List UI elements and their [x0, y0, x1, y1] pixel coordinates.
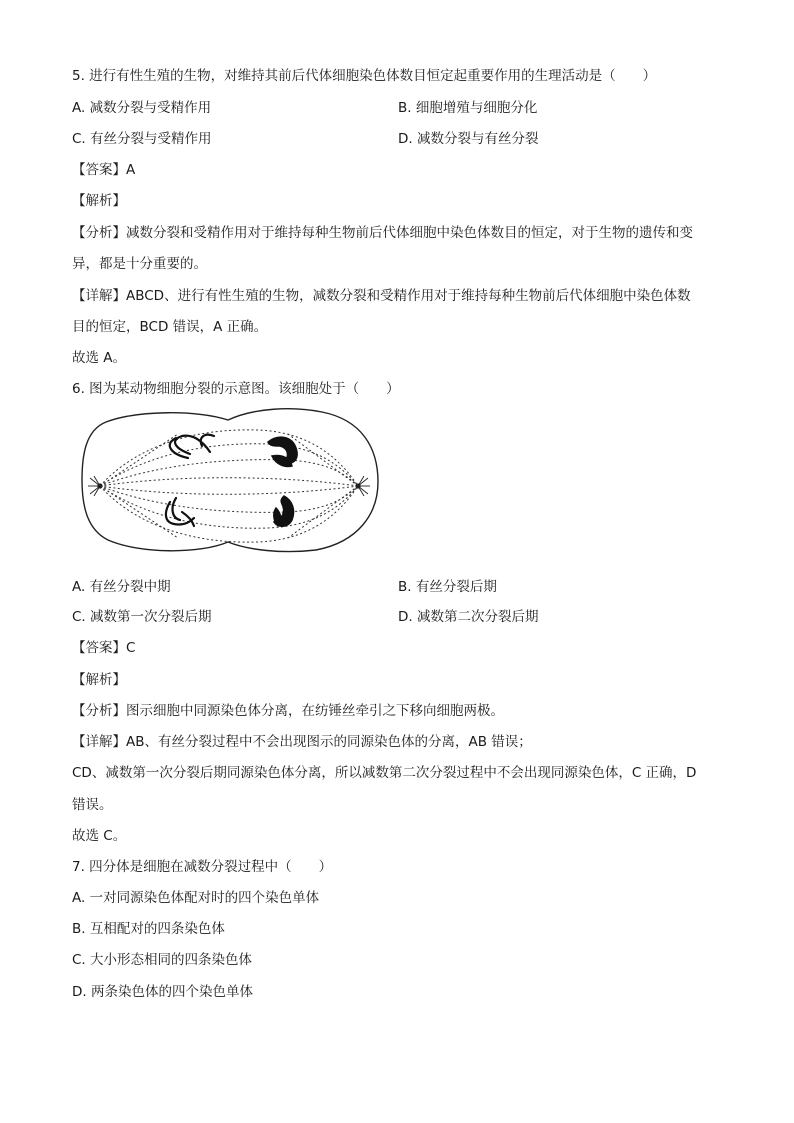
- cell-division-diagram: [78, 404, 388, 556]
- q6-option-c: C. 减数第一次分裂后期: [72, 609, 212, 625]
- q5-answer: 【答案】A: [72, 162, 136, 178]
- q6-xiangjie-line1: 【详解】AB、有丝分裂过程中不会出现图示的同源染色体的分离，AB 错误；: [72, 734, 532, 750]
- q5-analysis-head: 【解析】: [72, 193, 126, 209]
- q7-option-a: A. 一对同源染色体配对时的四个染色单体: [72, 890, 320, 906]
- q6-answer: 【答案】C: [72, 640, 136, 656]
- q7-option-b: B. 互相配对的四条染色体: [72, 921, 225, 937]
- right-aster: [356, 476, 370, 496]
- q6-option-a: A. 有丝分裂中期: [72, 579, 171, 595]
- q7-option-c: C. 大小形态相同的四条染色体: [72, 952, 253, 968]
- q5-xiangjie-line2: 目的恒定，BCD 错误，A 正确。: [72, 319, 268, 335]
- q5-xiangjie-line1: 【详解】ABCD、进行有性生殖的生物，减数分裂和受精作用对于维持每种生物前后代体细胞中染色体数: [72, 288, 691, 304]
- q6-xiangjie-line3: 错误。: [72, 797, 113, 813]
- q6-stem: 6. 图为某动物细胞分裂的示意图。该细胞处于（ ）: [72, 381, 400, 397]
- q5-fenxi-line2: 异，都是十分重要的。: [72, 256, 207, 272]
- q7-stem: 7. 四分体是细胞在减数分裂过程中（ ）: [72, 859, 333, 875]
- q6-xiangjie-line2: CD、减数第一次分裂后期同源染色体分离，所以减数第二次分裂过程中不会出现同源染色体，C 正确，D: [72, 765, 697, 781]
- q5-stem: 5. 进行有性生殖的生物，对维持其前后代体细胞染色体数目恒定起重要作用的生理活动是（ ）: [72, 68, 657, 84]
- q7-option-d: D. 两条染色体的四个染色单体: [72, 984, 253, 1000]
- chromosome-lower-right: [274, 496, 294, 526]
- q6-analysis-head: 【解析】: [72, 672, 126, 688]
- q5-conclusion: 故选 A。: [72, 350, 127, 366]
- q5-fenxi-line1: 【分析】减数分裂和受精作用对于维持每种生物前后代体细胞中染色体数目的恒定，对于生物的遗传和变: [72, 225, 693, 241]
- q5-option-a: A. 减数分裂与受精作用: [72, 100, 212, 116]
- left-aster: [88, 476, 102, 496]
- q6-conclusion: 故选 C。: [72, 828, 127, 844]
- spindle-fibers: [100, 430, 358, 542]
- q6-option-d: D. 减数第二次分裂后期: [398, 609, 539, 625]
- q6-option-b: B. 有丝分裂后期: [398, 579, 497, 595]
- q5-option-c: C. 有丝分裂与受精作用: [72, 131, 212, 147]
- chromosome-upper-right: [268, 437, 297, 466]
- q5-option-b: B. 细胞增殖与细胞分化: [398, 100, 538, 116]
- q5-option-d: D. 减数分裂与有丝分裂: [398, 131, 539, 147]
- q6-fenxi-line1: 【分析】图示细胞中同源染色体分离，在纺锤丝牵引之下移向细胞两极。: [72, 703, 504, 719]
- chromosome-upper-left: [170, 435, 214, 458]
- chromosome-lower-left: [166, 498, 194, 526]
